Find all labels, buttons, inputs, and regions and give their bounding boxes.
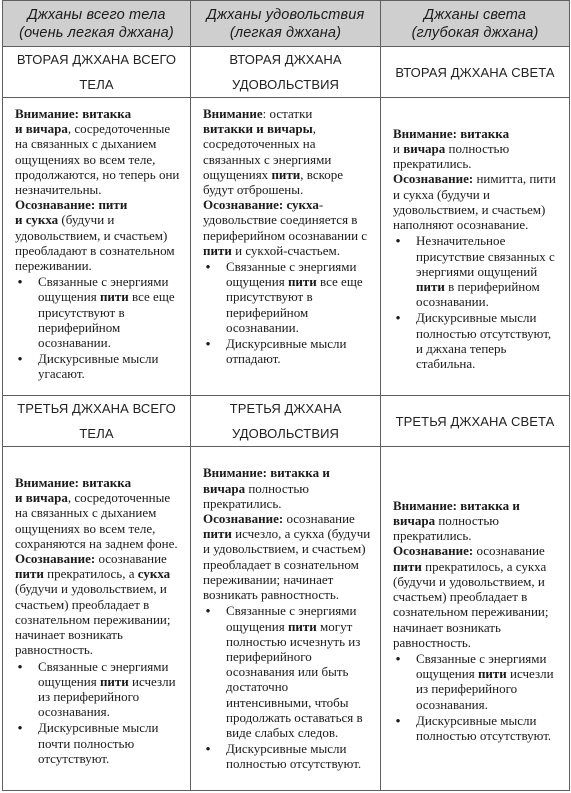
list-item: • Дискурсивные мысли угасают. — [15, 351, 181, 381]
awareness-paragraph: Осознавание: сукха-удовольствие соединяется в периферийном осознавании с пити и сукхой-счастьем. — [203, 197, 368, 258]
bullet-icon: • — [395, 310, 401, 326]
bullet-list — [393, 651, 557, 743]
second-light-title: ВТОРАЯ ДЖХАНА СВЕТА — [381, 47, 570, 98]
header-subtitle: (глубокая джхана) — [411, 24, 539, 41]
awareness-paragraph: Осознавание: пити и сукха (будучи и удовольствием, и счастьем) преобладают в сознательном переживании. — [15, 197, 175, 274]
bullet-list — [203, 603, 371, 771]
awareness-paragraph: Осознавание: осознавание пити исчезло, а сукха (будучи и удовольствием, и счастьем) преобладает в сознательном переживании; начинает возникать равностность. — [203, 511, 371, 603]
third-body-title: ТРЕТЬЯ ДЖХАНА ВСЕГО ТЕЛА — [3, 396, 191, 447]
second-jhana-body-row — [3, 98, 570, 396]
header-title: Джханы всего тела — [27, 6, 166, 23]
header-pleasure-jhanas — [191, 1, 381, 47]
header-subtitle: (очень легкая джхана) — [19, 24, 174, 41]
list-item: • Связанные с энергиями ощущения пити исчезли из периферийного осознавания. — [15, 659, 181, 720]
second-body-title: ВТОРАЯ ДЖХАНА ВСЕГО ТЕЛА — [3, 47, 191, 98]
list-item: • Дискурсивные мысли полностью отсутствуют. — [203, 741, 371, 771]
bullet-icon: • — [395, 233, 401, 249]
header-body-jhanas — [3, 1, 191, 47]
third-jhana-title-row — [3, 396, 570, 447]
list-item: • Незначительное присутствие связанных с энергиями ощущений пити в периферийном осознавании. — [393, 233, 557, 309]
third-light-cell — [381, 447, 570, 791]
second-jhana-title-row — [3, 47, 570, 98]
bullet-icon: • — [205, 603, 211, 619]
bullet-list — [15, 274, 181, 381]
attention-paragraph: Внимание: витакка и вичара полностью прекратились. — [393, 497, 520, 544]
attention-paragraph: Внимание: остатки витакки и вичары, сосредоточенных на связанных с энергиями ощущениях пити, вскоре будут отброшены. — [203, 106, 344, 198]
list-item: • Связанные с энергиями ощущения пити исчезли из периферийного осознавания. — [393, 651, 557, 712]
jhana-table — [2, 0, 570, 791]
header-subtitle: (легкая джхана) — [229, 24, 342, 41]
attention-paragraph: Внимание: витакка и вичара, сосредоточенные на связанных с дыханием ощущениях во всем теле, продолжаются, но теперь они незначительны. — [15, 106, 180, 198]
bullet-icon: • — [17, 274, 23, 290]
list-item: • Дискурсивные мысли полностью отсутствуют, и джхана теперь стабильна. — [393, 310, 557, 371]
list-item: • Дискурсивные мысли полностью отсутствуют. — [393, 713, 557, 743]
header-row — [3, 1, 570, 47]
attention-paragraph: Внимание: витакка и вичара полностью прекратились. — [393, 125, 510, 172]
second-pleasure-cell — [191, 98, 381, 396]
bullet-list — [15, 659, 181, 766]
bullet-icon: • — [205, 259, 211, 275]
third-pleasure-title: ТРЕТЬЯ ДЖХАНА УДОВОЛЬСТВИЯ — [191, 396, 381, 447]
bullet-icon: • — [17, 351, 23, 367]
header-light-jhanas — [381, 1, 570, 47]
bullet-icon: • — [395, 650, 401, 666]
header-title: Джханы удовольствия — [206, 6, 365, 23]
header-title: Джханы света — [423, 6, 527, 23]
third-light-title: ТРЕТЬЯ ДЖХАНА СВЕТА — [381, 396, 570, 447]
awareness-paragraph: Осознавание: нимитта, пити и сукха (будучи и удовольствием, и счастьем) наполняют осознавание. — [393, 171, 556, 233]
list-item: • Связанные с энергиями ощущения пити все еще присутствуют в периферийном осознавании. — [15, 274, 181, 350]
awareness-paragraph: Осознавание: осознавание пити прекратилось, а сукха (будучи и удовольствием, и счастьем) преобладает в сознательном переживании; начинает возникать равностность. — [15, 551, 171, 658]
bullet-list — [203, 259, 371, 366]
list-item: • Дискурсивные мысли отпадают. — [203, 336, 371, 366]
list-item: • Связанные с энергиями ощущения пити все еще присутствуют в периферийном осознавании. — [203, 259, 371, 335]
second-pleasure-title: ВТОРАЯ ДЖХАНА УДОВОЛЬСТВИЯ — [191, 47, 381, 98]
bullet-icon: • — [17, 720, 23, 736]
attention-paragraph: Внимание: витакка и вичара, сосредоточенные на связанных с дыханием ощущениях во всем теле, сохраняются на заднем фоне. — [15, 475, 178, 551]
third-body-cell — [3, 447, 191, 791]
bullet-list — [393, 233, 557, 371]
awareness-paragraph: Осознавание: осознавание пити прекратилось, а сукха (будучи и удовольствием, и счастьем) преобладает в сознательном переживании; начинает возникать равностность. — [393, 543, 549, 650]
list-item: • Дискурсивные мысли почти полностью отсутствуют. — [15, 720, 181, 766]
bullet-icon: • — [205, 741, 211, 757]
second-light-cell — [381, 98, 570, 396]
bullet-icon: • — [395, 712, 401, 728]
bullet-icon: • — [17, 658, 23, 674]
third-jhana-body-row — [3, 447, 570, 791]
attention-paragraph: Внимание: витакка и вичара полностью прекратились. — [203, 465, 330, 511]
second-body-cell — [3, 98, 191, 396]
bullet-icon: • — [205, 336, 211, 352]
list-item: • Связанные с энергиями ощущения пити могут полностью исчезнуть из периферийного осознавания или быть достаточно интенсивными, чтобы продолжать оставаться в виде слабых следов. — [203, 603, 371, 740]
third-pleasure-cell — [191, 447, 381, 791]
